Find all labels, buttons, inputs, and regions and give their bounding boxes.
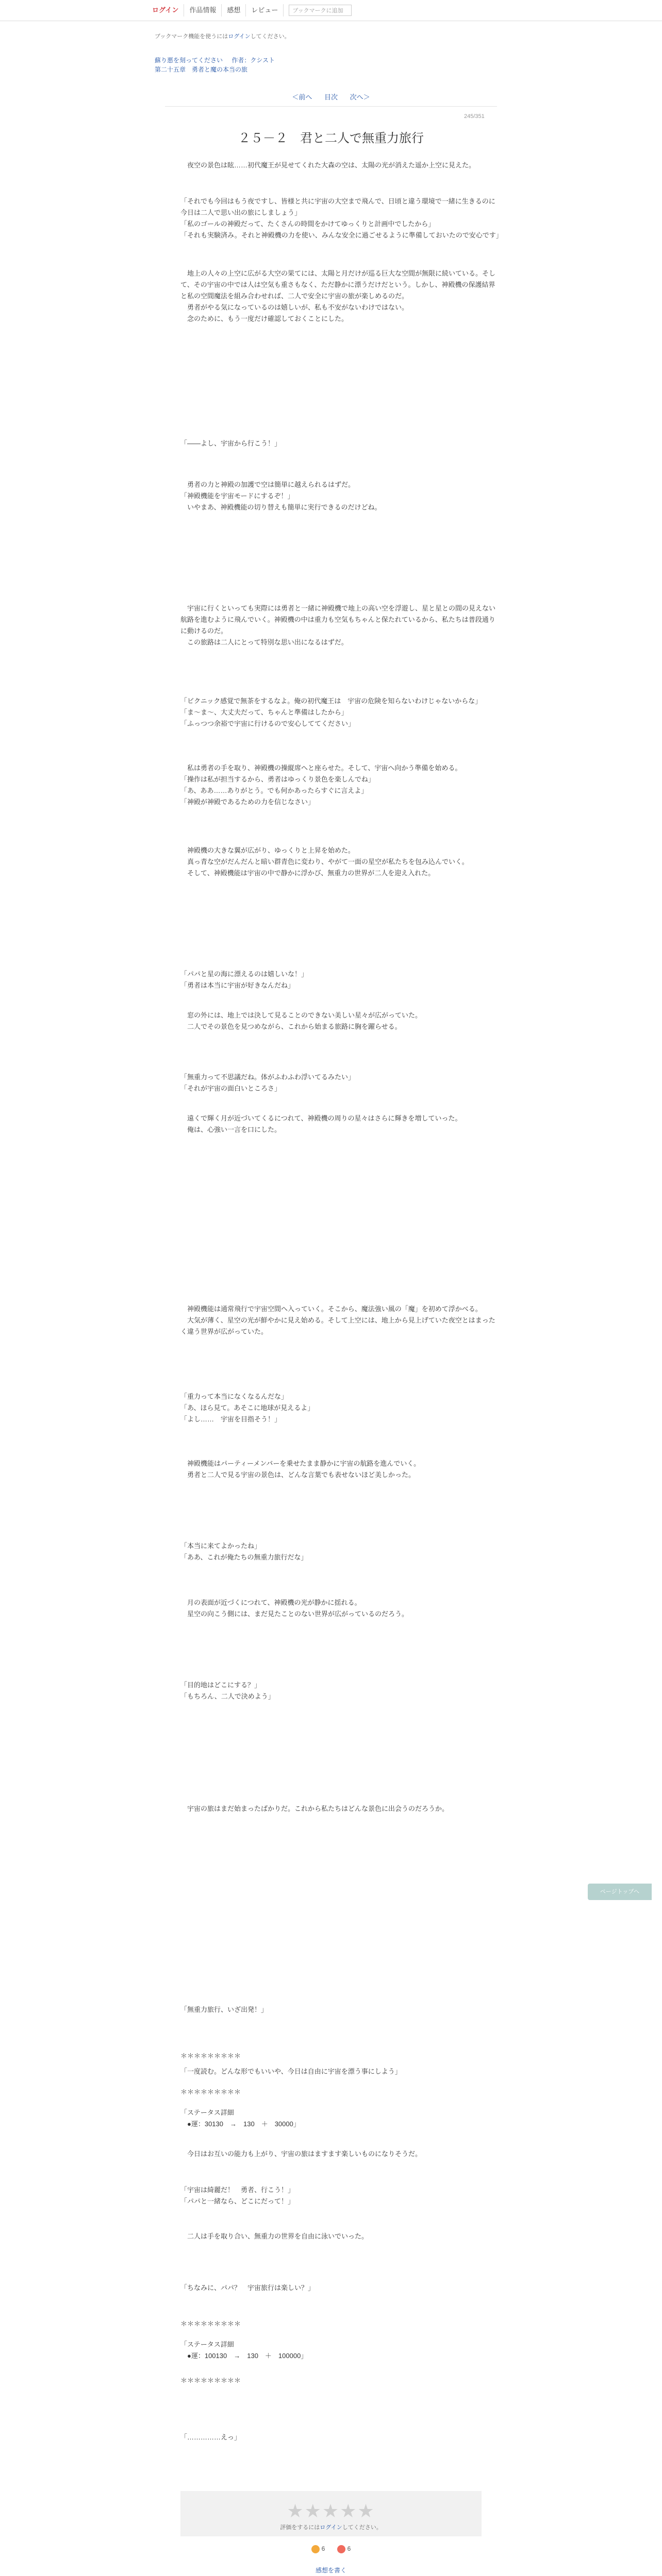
page-top-button[interactable]: ページトップへ bbox=[588, 1884, 652, 1900]
thumbs-up-icon bbox=[311, 2545, 320, 2553]
paragraph: 「パパと星の海に漂えるのは嬉しいな！」 「勇者は本当に宇宙が好きなんだね」 bbox=[180, 970, 308, 989]
menu-item-info[interactable]: 作品情報 bbox=[184, 4, 222, 16]
paragraph: 「目的地はどこにする？」 「もちろん、二人で決めよう」 bbox=[180, 1681, 275, 1700]
series-title-link[interactable]: 蘇り悪を刻ってください bbox=[155, 57, 223, 64]
menu-item-reviews[interactable]: レビュー bbox=[246, 4, 284, 16]
paragraph: 今日はお互いの能力も上がり、宇宙の旅はますます楽しいものになりそうだ。 bbox=[180, 2150, 422, 2158]
episode-title: ２５－２ 君と二人で無重力旅行 bbox=[238, 131, 424, 145]
paragraph: 私は勇者の手を取り、神殿機の操縦席へと座らせた。そして、宇宙へ向かう準備を始める。 「操作は私が担当するから、勇者はゆっくり景色を楽しんでね」 「あ、ああ……ありがとう。でも何かあったらすぐに言えよ」 「神殿が神殿であるための力を信じなさい」 bbox=[180, 764, 462, 806]
rating-note-prefix: 評価をするには bbox=[280, 2524, 320, 2531]
paragraph: 「宇宙は綺麗だ！ 勇者、行こう！」 「パパと一緒なら、どこにだって！」 bbox=[180, 2186, 295, 2205]
paragraph: 宇宙の旅はまだ始まったばかりだ。これから私たちはどんな景色に出会うのだろうか。 bbox=[180, 1805, 449, 1812]
prev-link[interactable]: ＜前へ bbox=[292, 93, 312, 101]
author-label: 作者： bbox=[231, 57, 251, 64]
divider bbox=[165, 106, 497, 107]
pager-top bbox=[0, 92, 662, 101]
paragraph: ＊＊＊＊＊＊＊＊＊ bbox=[180, 2377, 241, 2384]
hot-count: 6 bbox=[347, 2545, 351, 2553]
rating-stars[interactable]: ★★★★★ bbox=[287, 2500, 375, 2521]
paragraph: 「無重力旅行、いざ出発！」 bbox=[180, 2006, 268, 2013]
like-reaction[interactable] bbox=[311, 2545, 325, 2553]
bookmark-note-prefix: ブックマーク機能を使うには bbox=[155, 33, 228, 40]
series-info bbox=[155, 56, 275, 64]
login-link[interactable]: ログイン bbox=[147, 4, 184, 16]
paragraph: ＊＊＊＊＊＊＊＊＊ bbox=[180, 2052, 241, 2060]
paragraph: 窓の外には、地上では決して見ることのできない美しい星々が広がっていた。 二人でその景色を見つめながら、これから始まる旅路に胸を躍らせる。 bbox=[187, 1011, 422, 1030]
reaction-bar bbox=[0, 2545, 662, 2553]
author-link[interactable]: クシスト bbox=[250, 57, 275, 64]
paragraph: 「――よし、宇宙から行こう！」 bbox=[180, 439, 282, 447]
toc-link[interactable]: 目次 bbox=[324, 93, 338, 101]
paragraph: 「一度読む。どんな形でもいいや、今日は自由に宇宙を漂う事にしよう」 bbox=[180, 2067, 402, 2075]
paragraph: 神殿機能はパーティーメンバーを乗せたまま静かに宇宙の航路を進んでいく。 勇者と二人で見る宇宙の景色は、どんな言葉でも表せないほど美しかった。 bbox=[187, 1460, 421, 1479]
flame-icon bbox=[337, 2545, 345, 2553]
paragraph: ＊＊＊＊＊＊＊＊＊ bbox=[180, 2320, 241, 2328]
write-impression-link[interactable]: 感想を書く bbox=[315, 2567, 346, 2574]
like-count: 6 bbox=[321, 2545, 325, 2553]
paragraph: 「無重力って不思議だね。体がふわふわ浮いてるみたい」 「それが宇宙の面白いところさ」 bbox=[180, 1073, 355, 1092]
paragraph: 二人は手を取り合い、無重力の世界を自由に泳いでいった。 bbox=[180, 2232, 369, 2240]
chapter-title: 第二十五章 勇者と魔の本当の旅 bbox=[155, 66, 248, 73]
bookmark-note-suffix: してください。 bbox=[250, 33, 290, 40]
episode-number: 245/351 bbox=[464, 113, 485, 120]
next-link[interactable]: 次へ＞ bbox=[350, 93, 370, 101]
paragraph: 「ちなみに、パパ？ 宇宙旅行は楽しい？」 bbox=[180, 2284, 315, 2292]
menu-item-impressions[interactable]: 感想 bbox=[222, 4, 246, 16]
rating-login-link[interactable]: ログイン bbox=[320, 2524, 342, 2531]
paragraph: 「重力って本当になくなるんだな」 「あ、ほら見て。あそこに地球が見えるよ」 「よし…… 宇宙を目指そう！」 bbox=[180, 1393, 315, 1423]
paragraph: 「ステータス詳細 ●運：100130 → 130 ＋ 100000」 bbox=[180, 2341, 308, 2360]
paragraph: ＊＊＊＊＊＊＊＊＊ bbox=[180, 2088, 241, 2096]
bookmark-login-note bbox=[155, 32, 290, 40]
paragraph: 「……………えっ」 bbox=[180, 2433, 241, 2441]
paragraph: 宇宙に行くといっても実際には勇者と一緒に神殿機で地上の高い空を浮遊し、星と星との間の見えない航路を進むように飛んでいく。神殿機の中は重力も空気もちゃんと保たれているから、私たちは普段通りに動けるのだ。 この旅路は二人にとって特別な思い出になるはずだ。 bbox=[180, 604, 496, 646]
paragraph: 神殿機能は通常飛行で宇宙空間へ入っていく。そこから、魔法強い風の「魔」を初めて浮かべる。 大気が薄く、星空の光が鮮やかに見え始める。そして上空には、地上から見上げていた夜空とはまったく違う世界が広がっていた。 bbox=[180, 1305, 495, 1335]
paragraph: 「ビクニック感覚で無茶をするなよ。俺の初代魔王は 宇宙の危険を知らないわけじゃないからな」 「ま～ま～、大丈夫だって、ちゃんと準備はしたから」 「ふっつつ余裕で宇宙に行けるので安心しててください」 bbox=[180, 697, 482, 727]
paragraph: 月の表面が近づくにつれて、神殿機の光が静かに揺れる。 星空の向こう側には、まだ見たことのない世界が広がっているのだろう。 bbox=[187, 1599, 409, 1618]
top-navigation-bar bbox=[0, 0, 662, 21]
paragraph: 「本当に来てよかったね」 「ああ、これが俺たちの無重力旅行だな」 bbox=[180, 1542, 308, 1561]
hot-reaction[interactable] bbox=[337, 2545, 351, 2553]
paragraph: 勇者の力と神殿の加護で空は簡単に越えられるはずだ。 「神殿機能を宇宙モードにするぞ！」 いやまあ、神殿機能の切り替えも簡単に実行できるのだけどね。 bbox=[180, 481, 382, 511]
paragraph: 神殿機の大きな翼が広がり、ゆっくりと上昇を始めた。 真っ青な空がだんだんと暗い群青色に変わり、やがて一面の星空が私たちを包み込んでいく。 そして、神殿機能は宇宙の中で静かに浮かび、無重力の世界が二人を迎え入れた。 bbox=[187, 846, 469, 877]
bookmark-login-link[interactable]: ログイン bbox=[228, 33, 251, 40]
paragraph: 地上の人々の上空に広がる大空の果てには、太陽と月だけが巡る巨大な空間が無限に続いている。そして、その宇宙の中では人は空気も重さもなく、ただ静かに漂うだけだという。しかし、神殿機の保護結界と私の空間魔法を組み合わせれば、二人で安全に宇宙の旅が楽しめるのだ。 勇者がやる気になっているのは嬉しいが、私も不安がないわけではない。 念のために、もう一度だけ確認しておくことにした。 bbox=[180, 269, 496, 323]
rating-box bbox=[180, 2491, 482, 2536]
paragraph: 「それでも今回はもう夜ですし、皆様と共に宇宙の大空まで飛んで、日頃と違う環境で一緒に生きるのに今日は二人で思い出の旅にしましょう」 「私のゴールの神殿だって、たくさんの時間をかけてゆっくりと計画中でしたから」 「それも実験済み。それと神殿機の力を使い、みんな安全に過ごせるように準備しておいたので安心です」 bbox=[180, 197, 503, 239]
bookmark-add-button[interactable]: ブックマークに追加 bbox=[289, 5, 352, 16]
paragraph: 夜空の景色は眩……初代魔王が見せてくれた大森の空は、太陽の光が消えた遥か上空に見えた。 bbox=[180, 161, 476, 169]
rating-note bbox=[180, 2523, 482, 2531]
rating-note-suffix: してください。 bbox=[342, 2524, 382, 2531]
paragraph: 遠くで輝く月が近づいてくるにつれて、神殿機の周りの星々はさらに輝きを増していった。 俺は、心強い一言を口にした。 bbox=[187, 1114, 462, 1133]
paragraph: 「ステータス詳細 ●運：30130 → 130 ＋ 30000」 bbox=[180, 2109, 300, 2128]
